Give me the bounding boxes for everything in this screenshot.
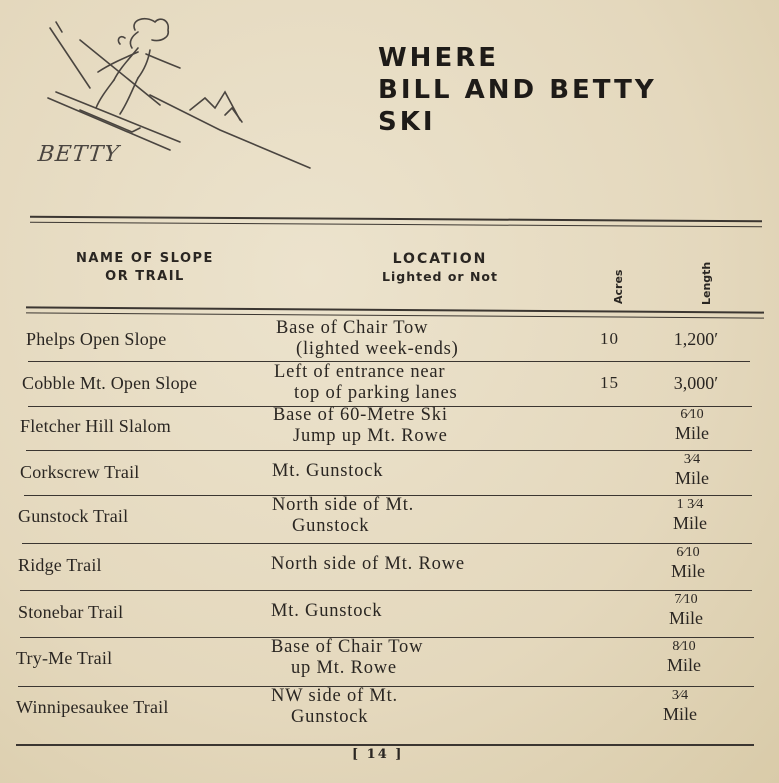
trail-length-line: 1 3⁄4 [676, 497, 704, 512]
top-rule [30, 216, 762, 222]
trail-length-line: 6⁄10 [676, 545, 700, 560]
trail-location [271, 554, 465, 575]
trail-length [648, 686, 712, 724]
trail-location-line: Base of Chair Tow [276, 318, 429, 338]
column-header-acres: Acres [612, 269, 625, 304]
column-header-name-line: OR TRAIL [105, 269, 185, 284]
trail-name: Phelps Open Slope [26, 329, 167, 349]
trail-length [660, 450, 724, 488]
trail-location-line: NW side of Mt. [271, 686, 398, 706]
trail-length [664, 330, 728, 349]
trail-acres: 10 [600, 329, 619, 348]
trail-length-line: Mile [675, 423, 709, 443]
column-header-location [330, 250, 550, 286]
trail-length-line: 1,200′ [673, 329, 719, 349]
column-header-location-sub: Lighted or Not [382, 269, 498, 284]
trail-location-line: top of parking lanes [294, 383, 458, 403]
trail-location [274, 362, 457, 404]
page-title [378, 42, 657, 138]
trail-location-line: Gunstock [291, 707, 369, 727]
trail-name: Cobble Mt. Open Slope [22, 373, 198, 393]
trail-length-line: 3⁄4 [683, 452, 701, 467]
trail-length [664, 374, 728, 393]
trail-length-line: Mile [671, 561, 705, 581]
trail-length-line: Mile [669, 608, 703, 628]
trail-name: Corkscrew Trail [20, 462, 140, 482]
top-rule-thin [30, 222, 762, 227]
trail-location [271, 637, 423, 679]
trail-location-line: Mt. Gunstock [272, 461, 384, 481]
trail-name: Fletcher Hill Slalom [20, 416, 171, 436]
trail-location-line: Base of Chair Tow [271, 637, 424, 657]
trail-length-line: 7⁄10 [674, 592, 698, 607]
trail-length-line: 3,000′ [673, 373, 719, 393]
trail-location-line: North side of Mt. Rowe [271, 554, 465, 574]
trail-length [658, 495, 722, 533]
trail-location [276, 318, 459, 360]
trail-name: Try-Me Trail [16, 648, 113, 668]
row-divider [22, 543, 752, 544]
trail-location [273, 405, 448, 447]
trail-location-line: North side of Mt. [272, 495, 415, 515]
trail-name: Ridge Trail [18, 555, 102, 575]
trail-length [660, 405, 724, 443]
betty-signature: BETTY [36, 142, 121, 167]
trail-location [271, 686, 398, 728]
trail-length-line: Mile [667, 655, 701, 675]
row-divider [20, 590, 752, 591]
trail-acres: 15 [600, 373, 619, 392]
trail-length [654, 590, 718, 628]
trail-location-line: Gunstock [292, 516, 370, 536]
title-line: WHERE [378, 43, 499, 73]
row-divider [16, 744, 754, 746]
trail-name: Winnipesaukee Trail [16, 697, 169, 717]
page-number: [ 14 ] [352, 747, 404, 762]
trail-length [652, 637, 716, 675]
title-line: SKI [378, 107, 436, 137]
trail-location-line: Jump up Mt. Rowe [293, 426, 448, 446]
trail-length-line: Mile [675, 468, 709, 488]
trail-location [271, 601, 382, 622]
row-divider [26, 450, 752, 451]
trail-location-line: Base of 60-Metre Ski [273, 405, 448, 425]
trail-location [272, 495, 414, 537]
column-header-length: Length [700, 261, 713, 305]
trail-length-line: 3⁄4 [671, 688, 689, 703]
trail-length-line: Mile [663, 704, 697, 724]
trail-location [272, 461, 383, 482]
trail-length-line: Mile [673, 513, 707, 533]
column-header-name-line: NAME OF SLOPE [76, 251, 214, 266]
trail-length-line: 6⁄10 [680, 407, 704, 422]
column-header-location-line: LOCATION [392, 251, 488, 267]
trail-name: Gunstock Trail [18, 506, 129, 526]
title-line: BILL AND BETTY [378, 75, 657, 105]
trail-location-line: Left of entrance near [274, 362, 446, 382]
trail-name: Stonebar Trail [18, 602, 124, 622]
trail-location-line: up Mt. Rowe [291, 658, 397, 678]
trail-location-line: Mt. Gunstock [271, 601, 383, 621]
trail-length [656, 543, 720, 581]
column-header-name [40, 250, 250, 286]
trail-location-line: (lighted week-ends) [296, 339, 459, 359]
trail-length-line: 8⁄10 [672, 639, 696, 654]
